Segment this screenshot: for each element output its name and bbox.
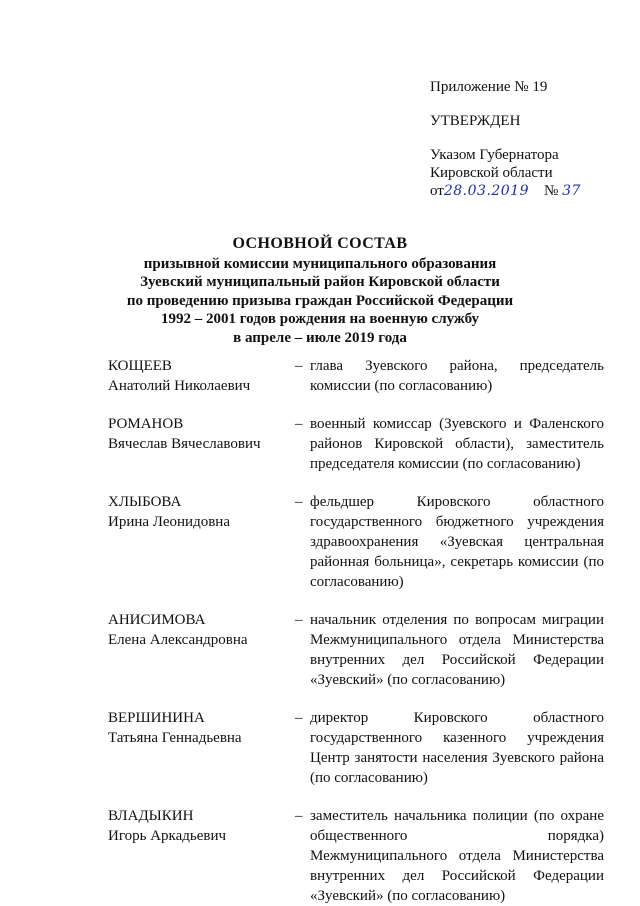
member-role: начальник отделения по вопросам миграции Межмуниципального отдела Министерства внутренних дел Российской Федерации «Зуевский» (по согласованию) <box>310 612 604 688</box>
member-person <box>108 492 288 532</box>
member-dash: – <box>295 358 303 374</box>
member-person <box>108 356 288 396</box>
number-handwritten: 37 <box>562 183 581 199</box>
member-name: Игорь Аркадьевич <box>108 828 227 844</box>
member-entry <box>108 806 604 906</box>
member-role: глава Зуевского района, председатель комиссии (по согласованию) <box>310 358 604 394</box>
member-dash: – <box>295 710 303 726</box>
title-line-5: в апреле – июле 2019 года <box>233 329 407 346</box>
member-name: Вячеслав Вячеславович <box>108 436 261 452</box>
member-person <box>108 414 288 454</box>
member-dash: – <box>295 808 303 824</box>
member-name: Анатолий Николаевич <box>108 378 251 394</box>
decree-line-2: Кировской области <box>430 165 553 181</box>
member-dash: – <box>295 416 303 432</box>
appendix-label: Приложение № 19 <box>430 79 548 95</box>
title-line-3: по проведению призыва граждан Российской Федерации <box>126 292 514 309</box>
number-prefix: № <box>544 183 559 199</box>
member-name: Ирина Леонидовна <box>108 514 230 530</box>
member-entry <box>108 492 604 592</box>
member-name: Елена Александровна <box>108 632 248 648</box>
member-entry <box>108 708 604 788</box>
member-role: фельдшер Кировского областного государственного бюджетного учреждения здравоохранения «Зуевская центральная районная больница», секретарь комиссии (по согласованию) <box>310 494 604 590</box>
member-person <box>108 610 288 650</box>
member-person <box>108 806 288 846</box>
member-name: Татьяна Геннадьевна <box>108 730 242 746</box>
title-line-4: 1992 – 2001 годов рождения на военную службу <box>160 311 480 327</box>
member-surname: КОЩЕЕВ <box>108 358 172 374</box>
decree-line-1: Указом Губернатора <box>430 147 559 163</box>
member-surname: АНИСИМОВА <box>108 612 206 628</box>
member-person <box>108 708 288 748</box>
date-handwritten: 28.03.2019 <box>443 183 530 199</box>
date-prefix: от <box>430 183 444 199</box>
title-line-2: Зуевский муниципальный район Кировской области <box>140 274 500 290</box>
member-role: заместитель начальника полиции (по охране общественного порядка) Межмуниципального отдела Министерства внутренних дел Российской Федерации «Зуевский» (по согласованию) <box>310 808 604 904</box>
decree-date-line <box>430 182 630 200</box>
member-entry <box>108 356 604 396</box>
member-entry <box>108 414 604 474</box>
members-list <box>108 356 604 906</box>
member-surname: РОМАНОВ <box>108 416 184 432</box>
document-title <box>0 235 640 347</box>
title-main: ОСНОВНОЙ СОСТАВ <box>232 235 408 252</box>
member-surname: ВЛАДЫКИН <box>108 808 194 824</box>
document-header <box>430 78 630 200</box>
title-line-1: призывной комиссии муниципального образования <box>143 255 497 272</box>
member-role: военный комиссар (Зуевского и Фаленского районов Кировской области), заместитель председателя комиссии (по согласованию) <box>310 416 604 472</box>
member-entry <box>108 610 604 690</box>
member-surname: ВЕРШИНИНА <box>108 710 205 726</box>
member-dash: – <box>295 612 303 628</box>
approved-label: УТВЕРЖДЕН <box>430 113 521 129</box>
member-role: директор Кировского областного государственного казенного учреждения Центр занятости населения Зуевского района (по согласованию) <box>310 710 604 786</box>
member-dash: – <box>295 494 303 510</box>
member-surname: ХЛЫБОВА <box>108 494 182 510</box>
